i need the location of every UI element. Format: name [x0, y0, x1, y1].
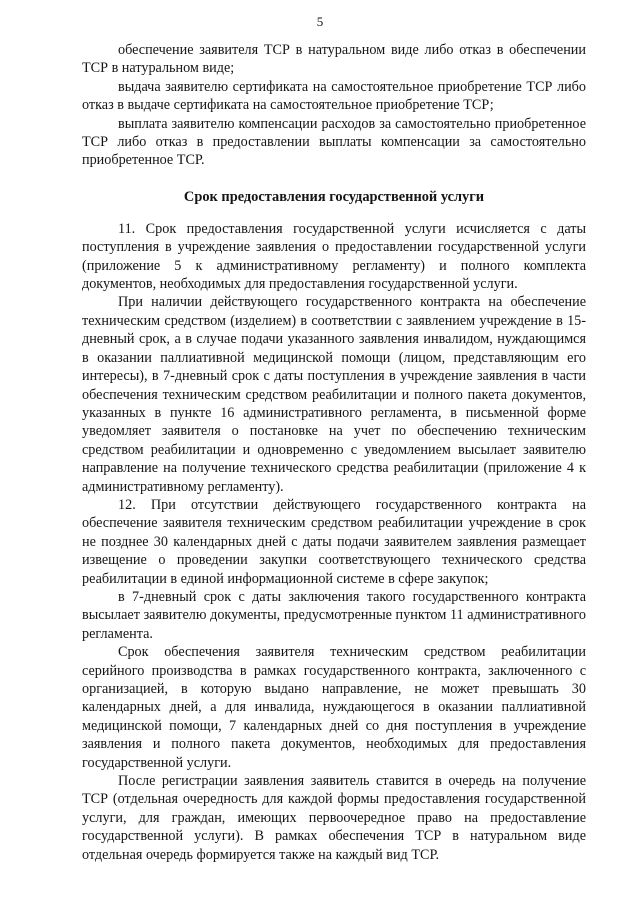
paragraph-provision-term: Срок обеспечения заявителя техническим средством реабилитации серийного производства в рамках государственного контракта, заключенного с организацией, в которую выдано направление, не может превышать 30 календарных дней, а для инвалида, нуждающегося в оказании паллиативной медицинской помощи, 7 календарных дней со дня поступления в учреждение заявления и полного пакета документов, необходимых для предоставления государственной услуги.	[82, 644, 586, 771]
document-body	[82, 41, 586, 864]
spacer	[82, 170, 586, 188]
intro-paragraph-2: выдача заявителю сертификата на самостоятельное приобретение ТСР либо отказ в выдаче сертификата на самостоятельное приобретение ТСР;	[82, 78, 586, 114]
paragraph-queue: После регистрации заявления заявитель ставится в очередь на получение ТСР (отдельная очередность для каждой формы предоставления государственной услуги, для граждан, имеющих первоочередное право на предоставление государственной услуги). В рамках обеспечения ТСР в натуральном виде отдельная очередь формируется также на каждый вид ТСР.	[82, 773, 586, 863]
paragraph-7-day-term: в 7-дневный срок с даты заключения такого государственного контракта высылает заявителю документы, предусмотренные пунктом 11 административного регламента.	[82, 588, 586, 642]
paragraph-11: 11. Срок предоставления государственной услуги исчисляется с даты поступления в учреждение заявления о предоставлении государственной услуги (приложение 5 к административному регламенту) и полного комплекта документов, необходимых для предоставления государственной услуги.	[82, 220, 586, 293]
paragraph-contract-present: При наличии действующего государственного контракта на обеспечение техническим средством (изделием) в соответствии с заявлением учреждение в 15-дневный срок, а в случае подачи указанного заявления инвалидом, нуждающимся в оказании паллиативной медицинской помощи (лицом, представляющим его интересы), в 7-дневный срок с даты поступления в учреждение заявления в части обеспечения техническим средством реабилитации и полного пакета документов, указанных в пункте 16 административного регламента, в письменной форме уведомляет заявителя о постановке на учет по обеспечению техническим средством реабилитации и одновременно с уведомлением высылает заявителю направление на получение технического средства реабилитации (приложение 4 к административному регламенту).	[82, 294, 586, 495]
section-title: Срок предоставления государственной услуги	[183, 188, 485, 205]
page-number: 5	[316, 14, 324, 29]
intro-paragraph-1: обеспечение заявителя ТСР в натуральном виде либо отказ в обеспечении ТСР в натуральном виде;	[82, 42, 586, 77]
paragraph-12: 12. При отсутствии действующего государственного контракта на обеспечение заявителя техническим средством реабилитации учреждение в срок не позднее 30 календарных дней с даты подачи заявителем заявления размещает извещение о проведении закупки соответствующего технического средства реабилитации в единой информационной системе в сфере закупок;	[82, 496, 586, 587]
intro-paragraph-3: выплата заявителю компенсации расходов за самостоятельно приобретенное ТСР либо отказ в предоставлении выплаты компенсации за самостоятельно приобретенное ТСР.	[82, 115, 586, 169]
spacer	[82, 206, 586, 220]
